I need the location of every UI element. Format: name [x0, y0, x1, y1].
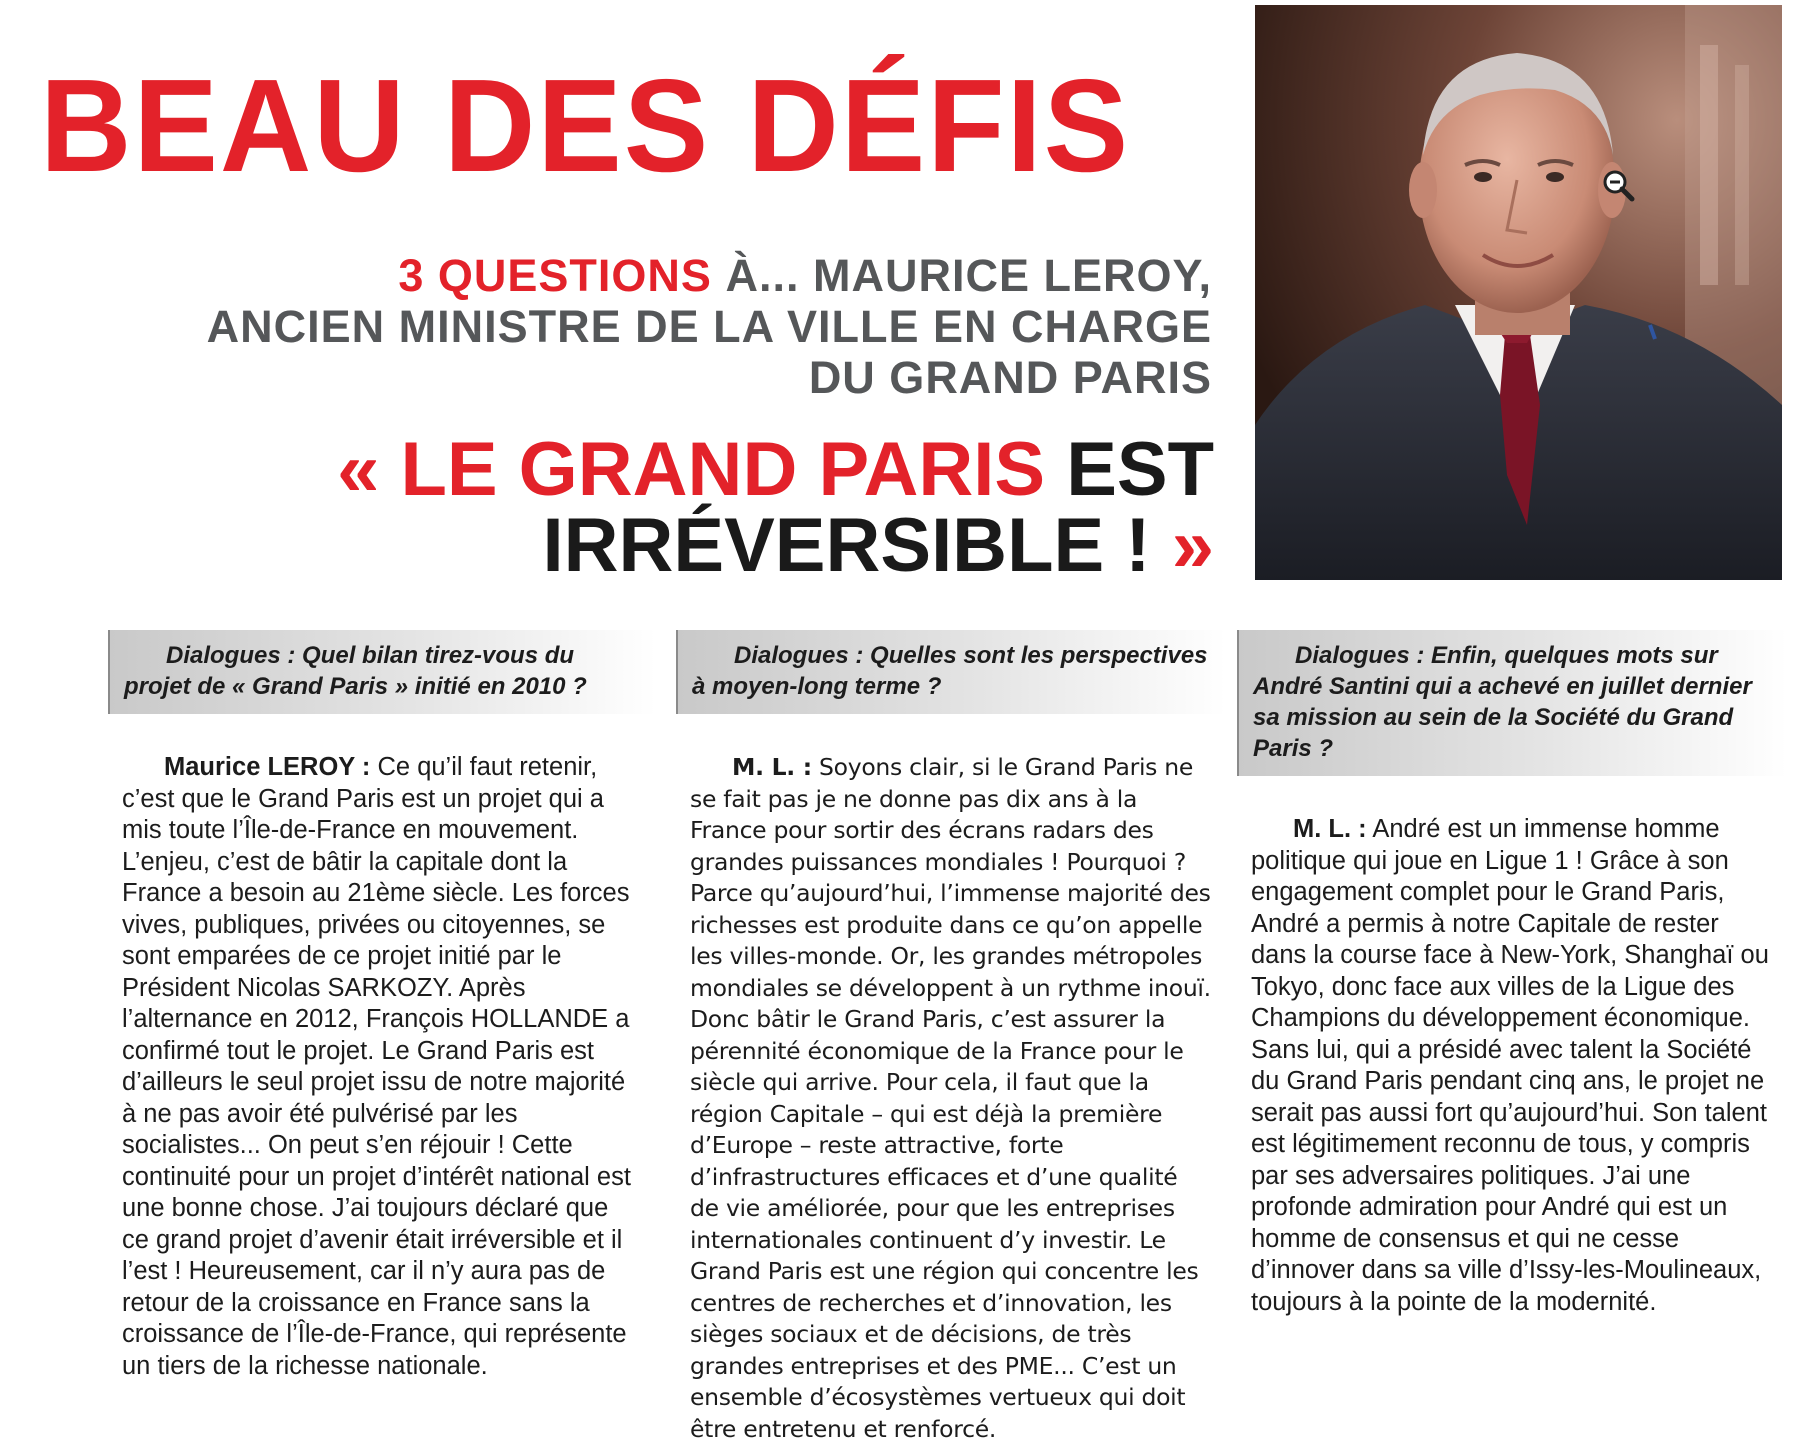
- headline-line-1: [14, 427, 1214, 512]
- answer-3-text: André est un immense homme politique qui joue en Ligue 1 ! Grâce à son engagement complet pour le Grand Paris, André a permis à notre Capitale de rester dans la course face à New-York, Shanghaï ou Tokyo, donc face aux villes de la Ligue des Champions du développement économique. Sans lui, qui a présidé avec talent la Société du Grand Paris pendant cinq ans, le projet ne serait pas aussi fort qu’aujourd’hui. Son talent est légitimement reconnu de tous, y compris par ses adversaires politiques. J’ai une profonde admiration pour André qui est un homme de consensus et qui ne cesse d’innover dans sa ville d’Issy-les-Moulineaux, toujours à la pointe de la modernité.: [1251, 815, 1769, 1316]
- headline-close-quote: »: [1150, 503, 1214, 588]
- interview-column-2: [676, 630, 1226, 1445]
- question-1: [108, 630, 656, 714]
- answer-2-speaker: M. L. :: [732, 753, 812, 781]
- answer-1-text: Ce qu’il faut retenir, c’est que le Grand Paris est un projet qui a mis toute l’Île-de-France en mouvement. L’enjeu, c’est de bâtir la capitale dont la France a besoin au 21ème siècle. Les forces vives, publiques, privées ou citoyennes, se sont emparées de ce projet initié par le Président Nicolas SARKOZY. Après l’alternance en 2012, François HOLLANDE a confirmé tout le projet. Le Grand Paris est d’ailleurs le seul projet issu de notre majorité à ne pas avoir été pulvérisé par les socialistes... On peut s’en réjouir ! Cette continuité pour un projet d’intérêt national est une bonne chose. J’ai toujours déclaré que ce grand projet d’avenir était irréversible et il l’est ! Heureusement, car il n’y aura pas de retour de la croissance en France sans la croissance de l’Île-de-France, qui représente un tiers de la richesse nationale.: [122, 753, 631, 1380]
- headline-red-part: « LE GRAND PARIS: [337, 427, 1046, 512]
- headline: [14, 427, 1214, 588]
- question-2-text: Dialogues : Quelles sont les perspectives à moyen-long terme ?: [692, 642, 1208, 700]
- interview-subtitle: [12, 250, 1212, 403]
- subtitle-line-3: DU GRAND PARIS: [808, 352, 1212, 403]
- subtitle-line-2: ANCIEN MINISTRE DE LA VILLE EN CHARGE: [206, 301, 1212, 352]
- zoom-in-icon[interactable]: [1601, 168, 1635, 202]
- answer-2: [676, 752, 1226, 1445]
- portrait-illustration: [1255, 5, 1782, 580]
- headline-line-2: [14, 503, 1214, 588]
- headline-dark-part: EST: [1045, 427, 1214, 512]
- subtitle-line-1-rest: À... MAURICE LEROY,: [711, 250, 1212, 301]
- answer-1-speaker: Maurice LEROY :: [164, 753, 371, 781]
- headline-line-2-text: IRRÉVERSIBLE !: [542, 503, 1151, 588]
- answer-3-speaker: M. L. :: [1293, 815, 1367, 843]
- question-3: [1237, 630, 1787, 776]
- question-1-text: Dialogues : Quel bilan tirez-vous du projet de « Grand Paris » initié en 2010 ?: [124, 642, 587, 700]
- interview-column-3: [1237, 630, 1787, 1318]
- answer-2-text: Soyons clair, si le Grand Paris ne se fait pas je ne donne pas dix ans à la France pour sortir des écrans radars des grandes puissances mondiales ! Pourquoi ? Parce qu’aujourd’hui, l’immense majorité des richesses est produite dans ce qu’on appelle les villes-monde. Or, les grandes métropoles mondiales se développent à un rythme inouï. Donc bâtir le Grand Paris, c’est assurer la pérennité économique de la France pour le siècle qui arrive. Pour cela, il faut que la région Capitale – qui est déjà la première d’Europe – reste attractive, forte d’infrastructures efficaces et d’une qualité de vie améliorée, pour que les entreprises internationales continuent d’y investir. Le Grand Paris est une région qui concentre les centres de recherches et d’innovation, les sièges sociaux et de décisions, de très grandes entreprises et des PME... C’est un ensemble d’écosystèmes vertueux qui doit être entretenu et renforcé.: [690, 753, 1211, 1443]
- question-3-text: Dialogues : Enfin, quelques mots sur André Santini qui a achevé en juillet dernier sa mission au sein de la Société du Grand Paris ?: [1253, 642, 1752, 762]
- subtitle-line-1: [12, 250, 1212, 301]
- kicker-title: BEAU DES DÉFIS: [40, 52, 1131, 199]
- interview-column-1: [108, 630, 656, 1382]
- portrait-photo: [1255, 5, 1782, 580]
- subtitle-highlight: 3 QUESTIONS: [398, 250, 712, 301]
- answer-3: [1237, 814, 1787, 1318]
- question-2: [676, 630, 1226, 714]
- answer-1: [108, 752, 656, 1382]
